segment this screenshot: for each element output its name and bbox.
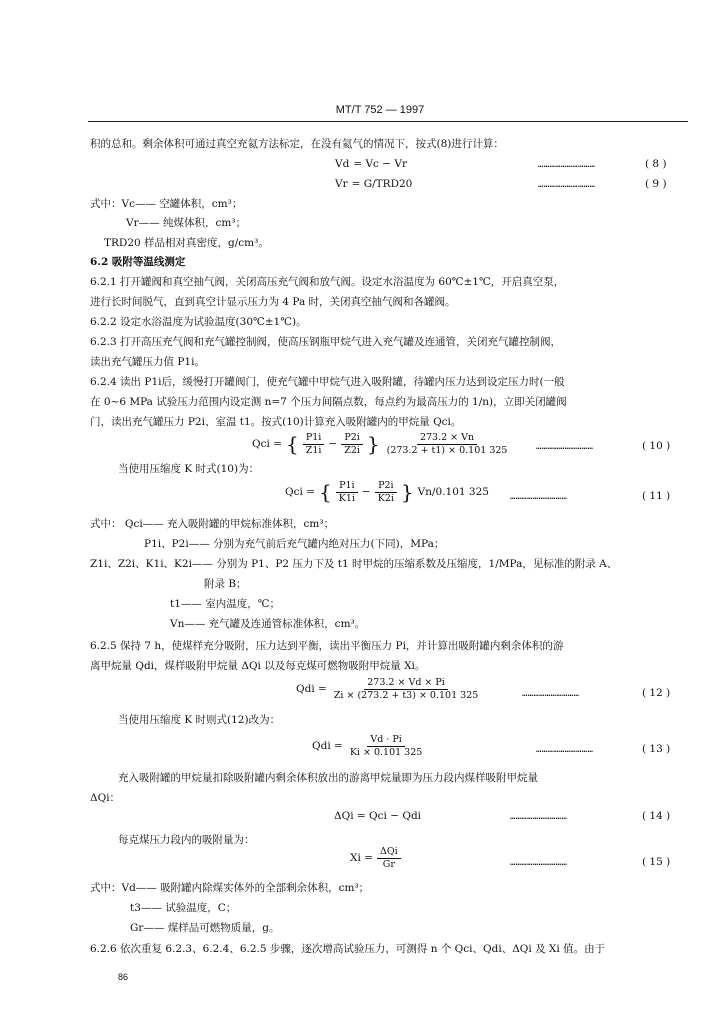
eq11-frac-b: $\frac{P2i}{K2i}$ bbox=[375, 480, 397, 505]
eq12-frac: $\frac{273.2 \times Vd \times Pi}{Zi \times (273.2 + t3) \times 0.101 325}$ bbox=[333, 677, 479, 701]
eq14-leader: ………………………… bbox=[510, 812, 568, 822]
eq11-minus: − bbox=[361, 485, 371, 498]
equation-10 bbox=[252, 432, 510, 457]
standard-code-header: MT/T 752 — 1997 bbox=[335, 104, 425, 116]
eq8-rhs: = Vc − Vr bbox=[353, 158, 407, 170]
paragraph-per-gram: 每克煤压力段内的吸附量为： bbox=[118, 834, 255, 846]
def-z-k-cont: 附录 B； bbox=[204, 578, 247, 590]
eq12-number: ( 12 ) bbox=[642, 687, 671, 699]
eq15-number: ( 15 ) bbox=[642, 856, 671, 868]
def-t3: t3—— 试验温度，C； bbox=[130, 902, 237, 914]
equation-15 bbox=[350, 846, 401, 871]
def-z-k: Z1i、Z2i、K1i、K2i—— 分别为 P1、P2 压力下及 t1 时甲烷的压缩系数及压缩度，1/MPa，见标准的附录 A、 bbox=[90, 558, 618, 570]
eq10-lhs: Qci = bbox=[252, 437, 282, 450]
eq15-frac: $\frac{\text{ΔQi}}{Gr}$ bbox=[377, 846, 401, 871]
eq9-number: ( 9 ) bbox=[645, 178, 667, 190]
s623-line1: 6.2.3 打开高压充气阀和充气罐控制阀，使高压钢瓶甲烷气进入充气罐及连通管，关闭充气罐控制阀， bbox=[90, 336, 562, 348]
eq8-number: ( 8 ) bbox=[645, 158, 667, 170]
eq14-number: ( 14 ) bbox=[642, 810, 671, 822]
equation-14: ΔQi = Qci − Qdi bbox=[334, 810, 422, 822]
eq10-frac-b: $\frac{P2i}{Z2i}$ bbox=[341, 432, 363, 457]
eq10-minus: − bbox=[328, 437, 338, 450]
equation-13 bbox=[312, 734, 425, 759]
equation-9 bbox=[335, 178, 412, 191]
eq10-frac-a: $\frac{P1i}{Z1i}$ bbox=[303, 432, 325, 457]
equation-8 bbox=[335, 158, 407, 171]
page-number: 86 bbox=[118, 972, 129, 982]
s623-line2: 读出充气罐压力值 P1i。 bbox=[90, 356, 205, 368]
eq9-lhs: Vr bbox=[335, 178, 348, 190]
s621-line1: 6.2.1 打开罐阀和真空抽气阀，关闭高压充气阀和放气阀。设定水浴温度为 60℃±1℃，开启真空泵， bbox=[90, 276, 565, 288]
equation-11 bbox=[285, 480, 489, 505]
eq8-lhs: Vd bbox=[335, 158, 350, 170]
s624-line3: 门，读出充气罐压力 P2i、室温 t1。按式(10)计算充入吸附罐内的甲烷量 Qci。 bbox=[90, 416, 462, 428]
s624-line1: 6.2.4 读出 P1i后，缓慢打开罐阀门，使充气罐中甲烷气进入吸附罐，待罐内压力达到设定压力时(一般 bbox=[90, 376, 565, 388]
eq13-leader: ………………………… bbox=[536, 745, 594, 755]
eq11-number: ( 11 ) bbox=[642, 490, 671, 502]
equation-12 bbox=[296, 677, 481, 702]
eq10-number: ( 10 ) bbox=[642, 440, 671, 452]
when-k-eq12: 当使用压缩度 K 时则式(12)改为： bbox=[118, 714, 281, 726]
s622: 6.2.2 设定水浴温度为试验温度(30℃±1℃)。 bbox=[90, 316, 307, 328]
def-vr: Vr—— 纯煤体积，cm³； bbox=[126, 217, 246, 229]
eq15-leader: ………………………… bbox=[510, 858, 568, 868]
eq12-leader: ………………………… bbox=[522, 689, 580, 699]
paragraph-filling-line1: 充入吸附罐的甲烷量扣除吸附罐内剩余体积放出的游离甲烷量即为压力段内煤样吸附甲烷量 bbox=[118, 772, 538, 784]
s626: 6.2.6 依次重复 6.2.3、6.2.4、6.2.5 步骤，逐次增高试验压力，可测得 n 个 Qci、Qdi、ΔQi 及 Xi 值。由于 bbox=[90, 943, 606, 955]
eq11-lbrace: { bbox=[318, 480, 332, 504]
s625-line1: 6.2.5 保持 7 h，使煤样充分吸附，压力达到平衡，读出平衡压力 Pi，并计算出吸附罐内剩余体积的游 bbox=[90, 640, 564, 652]
eq9-leader: ………………………… bbox=[538, 180, 596, 190]
eq11-tail: Vn/0.101 325 bbox=[417, 485, 489, 498]
eq15-lhs: Xi = bbox=[350, 851, 373, 864]
def-t1: t1—— 室内温度，℃； bbox=[170, 598, 280, 610]
eq11-leader: ………………………… bbox=[510, 492, 568, 502]
eq10-leader: ………………………… bbox=[536, 442, 594, 452]
paragraph-remaining-volume: 积的总和。剩余体积可通过真空充氦方法标定，在没有氦气的情况下，按式(8)进行计算： bbox=[90, 138, 504, 150]
def-vn: Vn—— 充气罐及连通管标准体积，cm³。 bbox=[170, 618, 366, 630]
eq10-lbrace: { bbox=[285, 432, 299, 456]
eq12-lhs: Qdi = bbox=[296, 682, 327, 695]
eq10-frac-c: $\frac{273.2 \times Vn}{(273.2 + t1) \times 0.101 325}$ bbox=[386, 432, 508, 456]
def-trd: TRD20 样品相对真密度，g/cm³。 bbox=[104, 237, 269, 249]
eq11-frac-a: $\frac{P1i}{K1i}$ bbox=[336, 480, 358, 505]
s621-line2: 进行长时间脱气，直到真空计显示压力为 4 Pa 时，关闭真空抽气阀和各罐阀。 bbox=[90, 296, 456, 308]
eq13-frac: $\frac{Vd \cdot Pi}{Ki \times 0.101 325}$ bbox=[349, 734, 423, 758]
header-rule bbox=[88, 121, 688, 122]
def-vc: 式中：Vc—— 空罐体积，cm³； bbox=[90, 198, 243, 210]
eq9-rhs: = G/TRD20 bbox=[351, 178, 413, 190]
eq13-number: ( 13 ) bbox=[642, 743, 671, 755]
def-vd: 式中：Vd—— 吸附罐内除煤实体外的全部剩余体积，cm³； bbox=[90, 882, 370, 894]
eq8-leader: ………………………… bbox=[538, 160, 596, 170]
def-qci: 式中： Qci—— 充入吸附罐的甲烷标准体积，cm³； bbox=[90, 518, 335, 530]
section-6-2-heading: 6.2 吸附等温线测定 bbox=[90, 256, 186, 268]
eq11-rbrace: } bbox=[400, 480, 414, 504]
def-gr: Gr—— 煤样品可燃物质量，g。 bbox=[130, 922, 280, 934]
def-p1-p2: P1i、P2i—— 分别为充气前后充气罐内绝对压力(下同)，MPa； bbox=[144, 538, 445, 550]
when-k-eq10: 当使用压缩度 K 时式(10)为： bbox=[118, 463, 260, 475]
s625-line2: 离甲烷量 Qdi，煤样吸附甲烷量 ΔQi 以及每克煤可燃物吸附甲烷量 Xi。 bbox=[90, 660, 426, 672]
paragraph-filling-line2: ΔQi： bbox=[90, 792, 121, 804]
eq13-lhs: Qdi = bbox=[312, 739, 343, 752]
s624-line2: 在 0~6 MPa 试验压力范围内设定测 n=7 个压力间隔点数，每点约为最高压力的 1/n)，立即关闭罐阀 bbox=[90, 396, 567, 408]
eq10-rbrace: } bbox=[366, 432, 380, 456]
eq11-lhs: Qci = bbox=[285, 485, 315, 498]
